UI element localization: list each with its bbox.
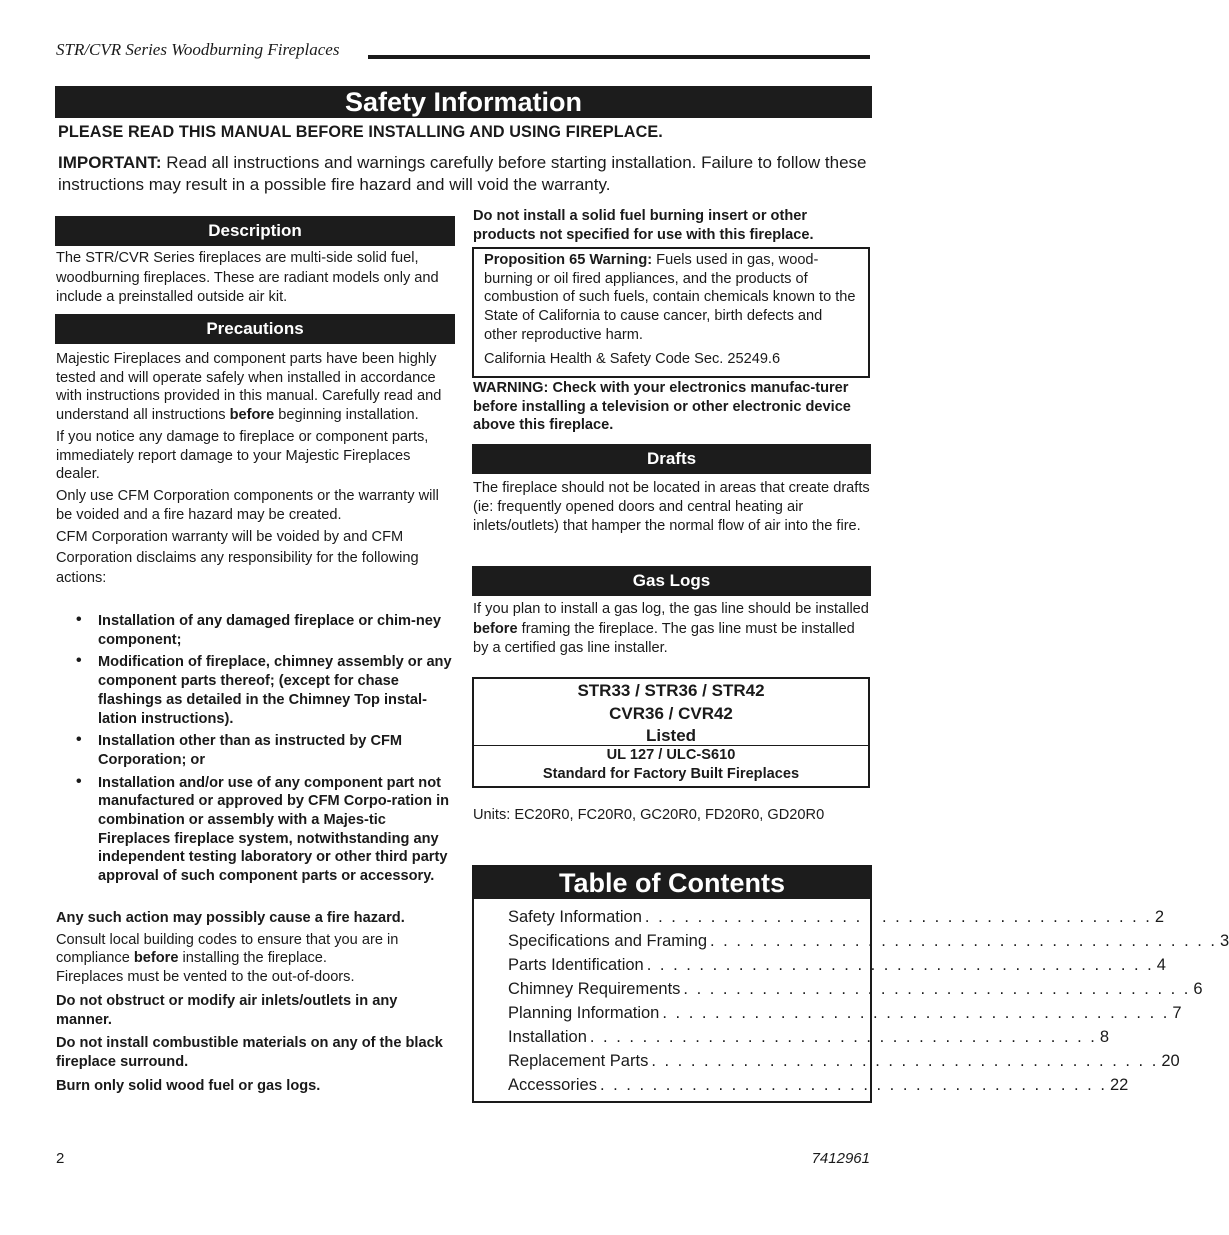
running-head: STR/CVR Series Woodburning Fireplaces: [56, 40, 340, 59]
vented-text: Fireplaces must be vented to the out-of-doors.: [56, 969, 355, 986]
toc-leader-dots: . . . . . . . . . . . . . . . . . . . . . . . . . . . . . . . . . . . . . . .: [599, 1076, 1107, 1094]
toc-entry[interactable]: [508, 1025, 1110, 1049]
toc-leader-dots: . . . . . . . . . . . . . . . . . . . . . . . . . . . . . . . . . . . . . . .: [644, 908, 1152, 926]
standard-code: UL 127 / ULC-S610: [606, 747, 736, 763]
air-inlet-warning: Do not obstruct or modify air inlets/outlets in any manner.: [56, 992, 398, 1028]
toc-leader-dots: . . . . . . . . . . . . . . . . . . . . . . . . . . . . . . . . . . . . . . .: [651, 1052, 1159, 1070]
toc-entry-label: Chimney Requirements: [508, 980, 681, 998]
toc-entry-label: Installation: [508, 1028, 587, 1046]
important-notice: [58, 152, 868, 196]
toc-entry-label: Parts Identification: [508, 956, 644, 974]
gas-logs-start: If you plan to install a gas log, the gas line should be installed: [473, 601, 869, 617]
toc-leader-dots: . . . . . . . . . . . . . . . . . . . . . . . . . . . . . . . . . . . . . . .: [710, 932, 1218, 950]
toc-leader-dots: . . . . . . . . . . . . . . . . . . . . . . . . . . . . . . . . . . . . . . .: [662, 1004, 1170, 1022]
toc-leader-dots: . . . . . . . . . . . . . . . . . . . . . . . . . . . . . . . . . . . . . . .: [589, 1028, 1097, 1046]
prop65-body: Fuels used in gas, wood-burning or oil fired appliances, and the products of combustion of such fuels, contain chemicals known to the State of California to cause cancer, birth defects and other reproductive harm.: [484, 252, 856, 343]
gas-logs-heading: Gas Logs: [472, 566, 871, 596]
combustible-warning: Do not install combustible materials on any of the black fireplace surround.: [56, 1035, 443, 1070]
toc-entry[interactable]: [508, 929, 1229, 953]
components-paragraph: Only use CFM Corporation components or the warranty will be voided and a fire hazard may be created.: [56, 487, 439, 523]
codes-start: Consult local building codes to ensure that you are in compliance: [56, 931, 399, 967]
bullet-icon: •: [76, 652, 82, 670]
list-item: [56, 612, 456, 649]
toc-entry-page: 20: [1161, 1052, 1180, 1070]
standard-name: Standard for Factory Built Fireplaces: [542, 765, 800, 782]
toc-entry-label: Accessories: [508, 1076, 597, 1094]
listed-models-line2: CVR36 / CVR42: [609, 703, 733, 723]
list-item: [56, 774, 456, 886]
warranty-paragraph: CFM Corporation warranty will be voided by and CFM Corporation disclaims any responsibility for the following actions:: [56, 529, 419, 587]
codes-end: installing the fireplace.: [178, 950, 327, 967]
toc-entry[interactable]: [508, 1073, 1129, 1097]
bullet-icon: •: [76, 772, 82, 790]
description-heading: Description: [55, 216, 455, 246]
document-number: 7412961: [811, 1150, 870, 1167]
listed-models-line1: STR33 / STR36 / STR42: [577, 681, 765, 700]
toc-entry[interactable]: [508, 953, 1166, 977]
page-number: 2: [56, 1150, 65, 1167]
gas-logs-end: framing the fireplace. The gas line must be installed by a certified gas line installer.: [473, 620, 855, 656]
damage-paragraph: If you notice any damage to fireplace or component parts, immediately report damage to your Majestic Fireplaces dealer.: [56, 428, 429, 483]
precautions-p1-bold: before: [229, 407, 275, 424]
toc-leader-dots: . . . . . . . . . . . . . . . . . . . . . . . . . . . . . . . . . . . . . . .: [683, 980, 1191, 998]
toc-list: [508, 905, 1229, 1097]
list-item: [56, 732, 456, 769]
toc-entry-page: 8: [1099, 1028, 1110, 1046]
toc-entry-label: Replacement Parts: [508, 1052, 649, 1070]
important-text: Read all instructions and warnings carefully before starting installation. Failure to follow these instructions may result in a possible fire hazard and will void the warranty.: [58, 153, 867, 194]
insert-warning: Do not install a solid fuel burning insert or other products not specified for use with this fireplace.: [473, 208, 814, 243]
closing-warnings: [56, 909, 456, 1095]
fire-hazard-warning: Any such action may possibly cause a fire hazard.: [56, 910, 405, 926]
bullet-icon: •: [76, 731, 82, 749]
proposition-65-box: [472, 247, 870, 378]
precautions-p1-start: Majestic Fireplaces and component parts have been highly tested and will operate safely when installed in accordance with instructions provided in this manual. Carefully read and understand all instructions: [56, 351, 442, 424]
drafts-heading: Drafts: [472, 444, 871, 474]
list-item-text: Installation and/or use of any component part not manufactured or approved by CFM Corpo-ration in combination or assembly with a Majes-tic Fireplaces fireplace system, notwithstanding any independent testing laboratory or other third party approval of such component parts or accessory.: [98, 774, 450, 885]
header-rule: [368, 55, 870, 59]
precautions-paragraph: [56, 350, 456, 425]
toc-entry[interactable]: [508, 977, 1203, 1001]
voiding-actions-list: [56, 612, 456, 890]
listing-standard: [474, 746, 868, 783]
page-title: Safety Information: [55, 86, 872, 118]
toc-entry-page: 7: [1172, 1004, 1182, 1022]
toc-entry-label: Specifications and Framing: [508, 932, 708, 950]
toc-entry-page: 3: [1220, 932, 1229, 950]
listing-box: [472, 677, 870, 788]
toc-entry-label: Planning Information: [508, 1004, 660, 1022]
important-label: IMPORTANT:: [58, 153, 162, 172]
precautions-heading: Precautions: [55, 314, 455, 344]
toc-entry-page: 6: [1193, 980, 1203, 998]
prop65-code: California Health & Safety Code Sec. 25249.6: [484, 350, 781, 367]
toc-entry[interactable]: [508, 905, 1165, 929]
toc-entry[interactable]: [508, 1049, 1180, 1073]
list-item-text: Modification of fireplace, chimney assembly or any component parts thereof; (except for chase flashings as detailed in the Chimney Top instal-lation instructions).: [98, 654, 452, 727]
precautions-text: [56, 350, 456, 592]
list-item-text: Installation other than as instructed by CFM Corporation; or: [98, 733, 403, 768]
fuel-warning: Burn only solid wood fuel or gas logs.: [56, 1077, 321, 1094]
listed-models: [474, 679, 868, 746]
toc-entry-page: 4: [1156, 956, 1166, 974]
building-codes-text: [56, 931, 456, 968]
prop65-label: Proposition 65 Warning:: [484, 252, 653, 268]
bullet-icon: •: [76, 611, 82, 628]
prop65-text: [484, 251, 858, 345]
listed-label: Listed: [645, 726, 697, 745]
toc-leader-dots: . . . . . . . . . . . . . . . . . . . . . . . . . . . . . . . . . . . . . . .: [646, 956, 1154, 974]
please-read-notice: PLEASE READ THIS MANUAL BEFORE INSTALLING AND USING FIREPLACE.: [58, 123, 663, 141]
description-text: The STR/CVR Series fireplaces are multi-side solid fuel, woodburning fireplaces. These are radiant models only and include a preinstalled outside air kit.: [56, 250, 439, 305]
table-of-contents: [472, 865, 1229, 1103]
toc-entry-page: 2: [1154, 908, 1165, 926]
codes-bold: before: [133, 950, 179, 967]
gas-logs-text: [473, 600, 871, 659]
gas-logs-bold: before: [473, 620, 518, 637]
toc-entry-label: Safety Information: [508, 908, 642, 926]
toc-entry[interactable]: [508, 1001, 1182, 1025]
toc-title: Table of Contents: [474, 867, 870, 899]
precautions-p1-end: beginning installation.: [274, 407, 419, 424]
list-item: [56, 653, 456, 728]
list-item-text: Installation of any damaged fireplace or chim-ney component;: [98, 613, 442, 648]
toc-entry-page: 22: [1109, 1076, 1129, 1094]
electronics-warning: WARNING: Check with your electronics manufac-turer before installing a television or other electronic device above this fireplace.: [473, 380, 851, 434]
units-list: Units: EC20R0, FC20R0, GC20R0, FD20R0, GD20R0: [473, 807, 825, 823]
drafts-text: The fireplace should not be located in areas that create drafts (ie: frequently opened doors and central heating air inlets/outlets) that hamper the normal flow of air into the fire.: [473, 480, 870, 534]
